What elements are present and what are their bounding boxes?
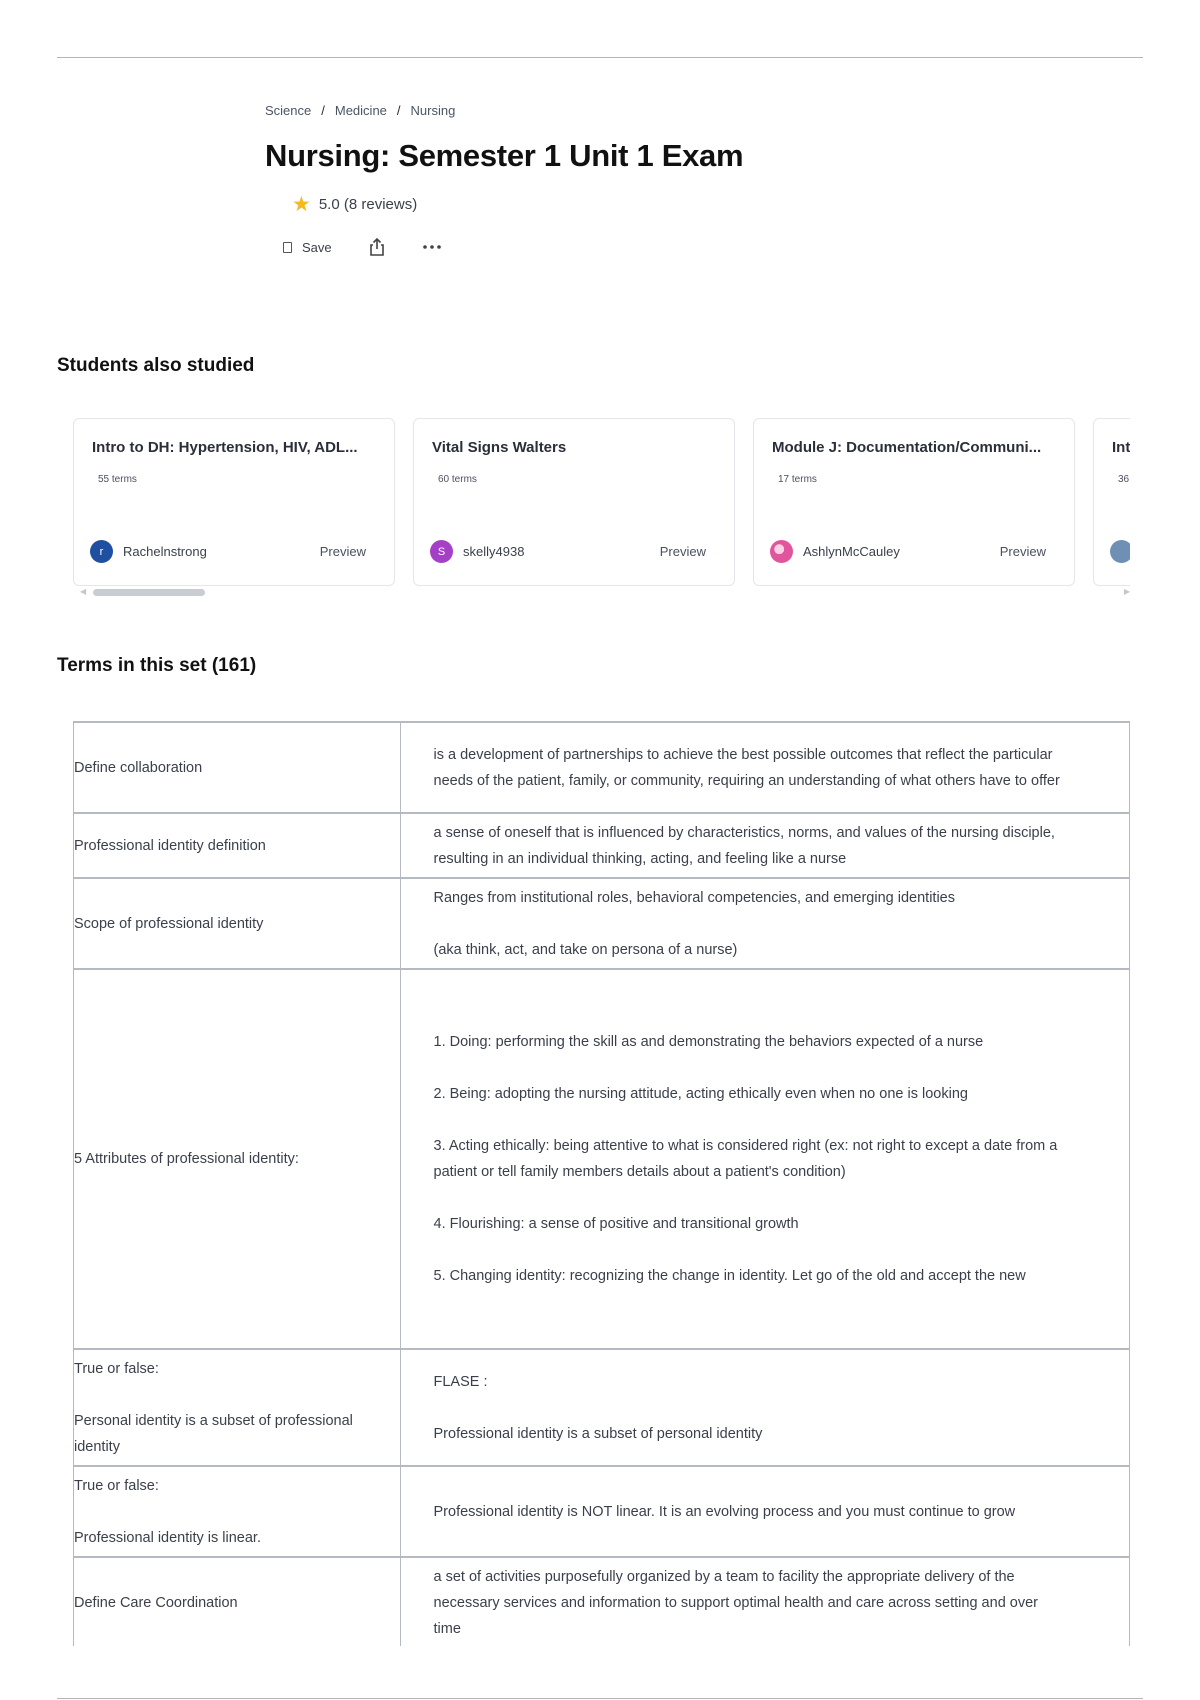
card-author[interactable] [1110,540,1130,563]
card-terms-count: 60 terms [438,474,477,485]
breadcrumb-nursing[interactable]: Nursing [410,103,456,118]
table-row [74,969,1129,1349]
save-label: Save [302,239,332,255]
table-row [74,1466,1129,1557]
scrollbar-thumb[interactable] [93,589,205,596]
set-header [265,103,965,257]
breadcrumb [265,103,965,118]
rating[interactable] [292,194,965,215]
save-button[interactable] [283,240,332,255]
bottom-divider [57,1698,1143,1699]
avatar: r [90,540,113,563]
terms-table [74,721,1129,1646]
term-text: Define collaboration [74,759,203,776]
term-text: True or false: Professional identity is linear. [74,1477,261,1546]
scroll-left-icon[interactable]: ◀ [80,587,87,596]
related-set-card[interactable] [413,418,735,586]
card-author[interactable] [430,540,524,563]
card-author[interactable] [90,540,207,563]
terms-table-container [73,721,1130,1646]
related-set-card[interactable] [753,418,1075,586]
definition-text: is a development of partnerships to achieve the best possible outcomes that reflect the particular needs of the patient, family, or community, requiring an understanding of what others have to offer [433,746,1060,789]
author-name: AshlynMcCauley [803,544,900,559]
students-also-studied-heading: Students also studied [57,355,255,376]
card-terms-count: 17 terms [778,474,817,485]
card-title: Int [1112,439,1130,456]
breadcrumb-separator: / [321,103,325,118]
preview-button[interactable]: Preview [659,544,706,559]
table-row [74,813,1129,878]
term-text: True or false: Personal identity is a subset of professional identity [74,1360,353,1455]
table-row [74,878,1129,969]
term-text: Professional identity definition [74,837,266,854]
table-row [74,1349,1129,1466]
table-row [74,722,1129,813]
table-row [74,1557,1129,1646]
share-button[interactable] [368,237,386,257]
rating-text: 5.0 (8 reviews) [318,196,418,213]
breadcrumb-science[interactable]: Science [265,103,312,118]
carousel-scrollbar[interactable] [80,588,1130,596]
definition-text: a sense of oneself that is influenced by characteristics, norms, and values of the nursing disciple, resulting in an individual thinking, acting, and feeling like a nurse [433,824,1055,867]
terms-heading: Terms in this set (161) [57,655,257,676]
definition-text: a set of activities purposefully organized by a team to facility the appropriate delivery of the necessary services and information to support optimal health and care across setting and over time [433,1569,1038,1637]
card-title: Intro to DH: Hypertension, HIV, ADL... [92,439,358,456]
term-text: Define Care Coordination [74,1595,238,1611]
definition-text: 1. Doing: performing the skill as and demonstrating the behaviors expected of a nurse 2. Being: adopting the nursing attitude, acting ethically even when no one is looking 3. Acting ethically: being attentive to what is considered right (ex: not right to except a date from a patient or tell family members details about a patient's condition) 4. Flourishing: a sense of positive and transitional growth 5. Changing identity: recognizing the change in identity. Let go of the old and accept the new [433,1034,1058,1284]
preview-button[interactable]: Preview [319,544,366,559]
breadcrumb-medicine[interactable]: Medicine [334,103,387,118]
star-icon: ★ [292,193,311,216]
top-divider [57,57,1143,58]
term-text: Scope of professional identity [74,915,264,932]
bookmark-icon [283,242,292,253]
page-title: Nursing: Semester 1 Unit 1 Exam [265,138,744,173]
definition-text: FLASE : Professional identity is a subset of personal identity [433,1373,763,1442]
definition-text: Ranges from institutional roles, behavioral competencies, and emerging identities (aka think, act, and take on persona of a nurse) [433,889,955,958]
definition-text: Professional identity is NOT linear. It is an evolving process and you must continue to grow [433,1503,1016,1520]
share-icon [371,239,383,255]
related-set-card[interactable] [1093,418,1130,586]
related-set-card[interactable] [73,418,395,586]
card-terms-count: 36 [1118,474,1130,485]
author-name: skelly4938 [463,544,525,559]
related-sets-carousel [73,418,1130,593]
avatar: S [430,540,453,563]
term-text: 5 Attributes of professional identity: [74,1151,299,1167]
more-icon [423,245,441,249]
set-actions [283,237,965,257]
card-title: Vital Signs Walters [432,439,567,456]
breadcrumb-separator: / [396,103,401,118]
author-name: Rachelnstrong [123,544,207,559]
avatar [1110,540,1130,563]
card-author[interactable] [770,540,900,563]
avatar [770,540,793,563]
preview-button[interactable]: Preview [999,544,1046,559]
card-terms-count: 55 terms [98,474,137,485]
more-options-button[interactable] [422,244,442,250]
scroll-right-icon[interactable]: ▶ [1123,587,1130,596]
card-title: Module J: Documentation/Communi... [772,439,1042,456]
